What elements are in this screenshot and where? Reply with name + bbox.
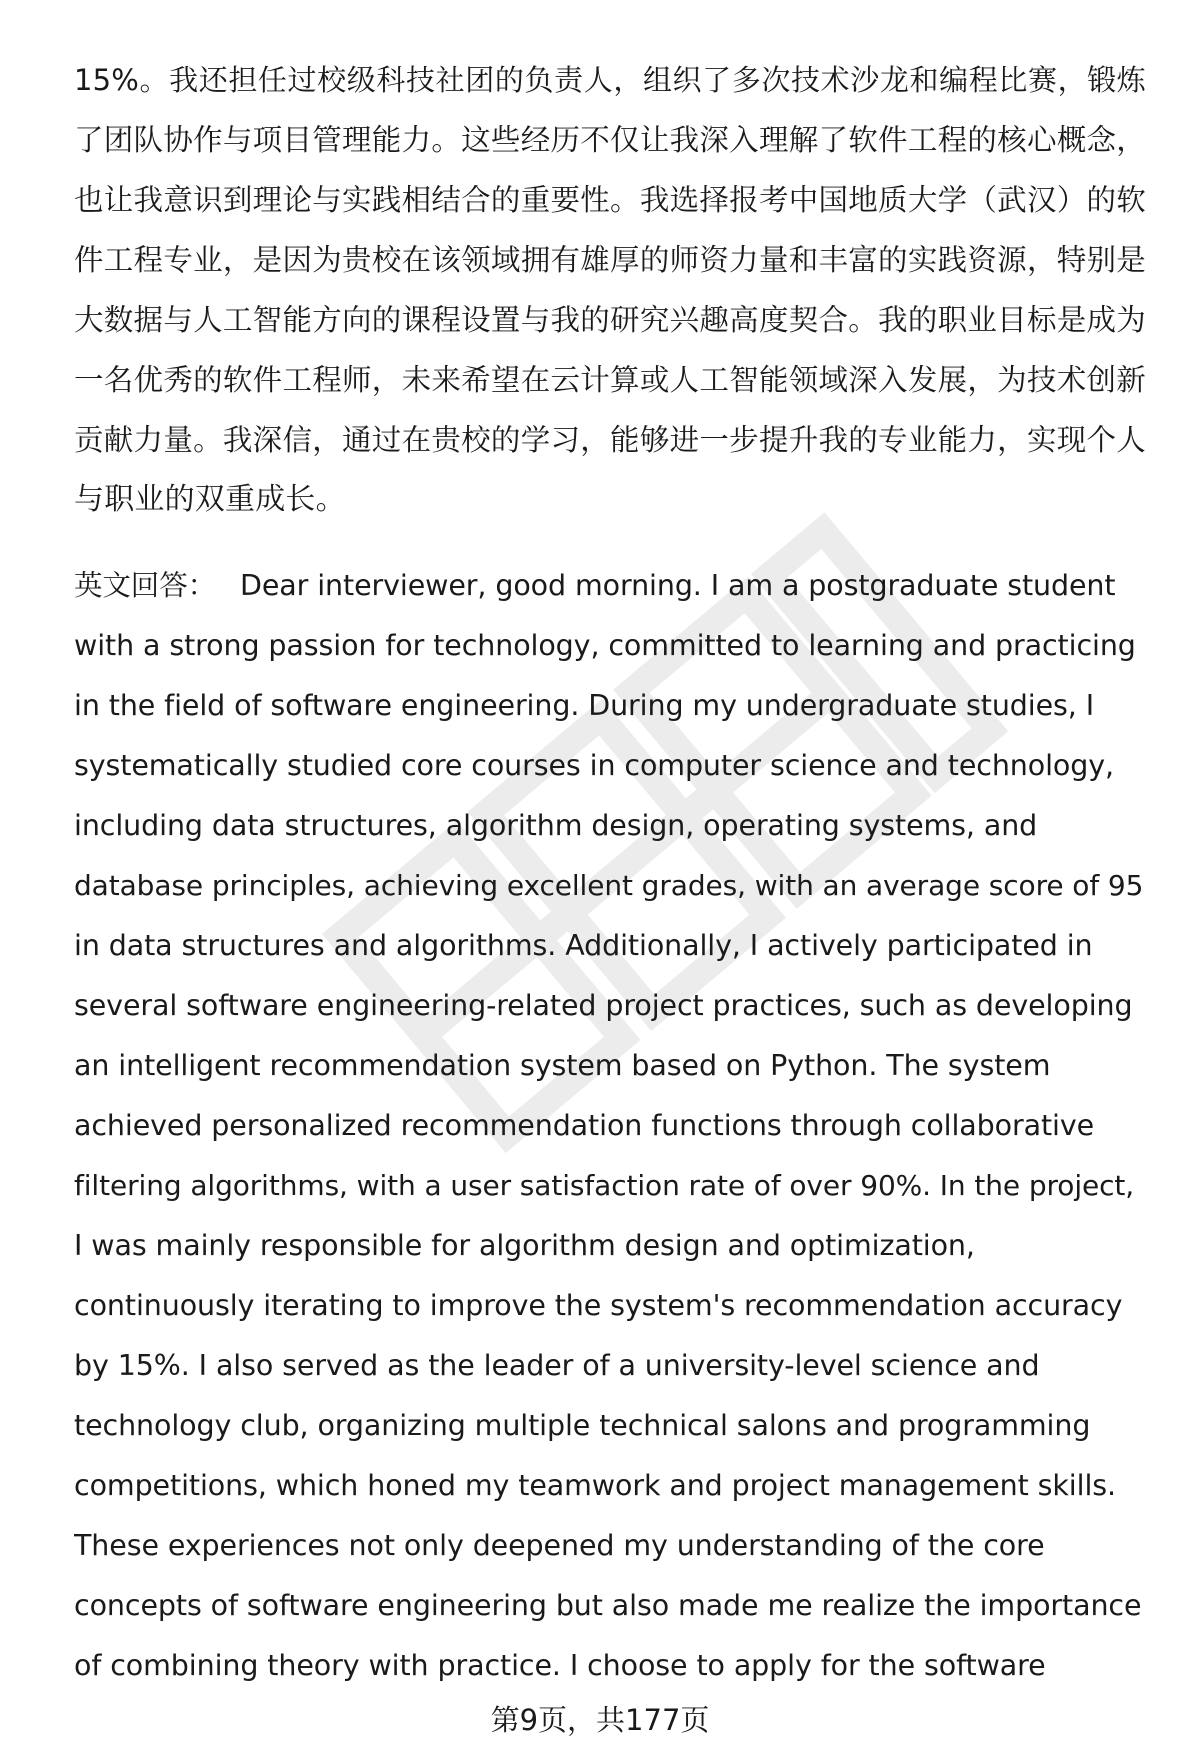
text-line: 15%。我还担任过校级科技社团的负责人，组织了多次技术沙龙和编程比赛，锻炼 [74,63,1146,97]
text-line: 件工程专业，是因为贵校在该领域拥有雄厚的师资力量和丰富的实践资源，特别是 [74,243,1146,277]
english-answer-label: 英文回答： [74,569,217,602]
english-answer-paragraph [74,556,1146,1696]
text-line: 一名优秀的软件工程师，未来希望在云计算或人工智能领域深入发展，为技术创新 [74,363,1146,397]
text-line: competitions, which honed my teamwork and project management skills. [74,1469,1116,1502]
text-line: I was mainly responsible for algorithm design and optimization, [74,1229,975,1262]
text-line: filtering algorithms, with a user satisfaction rate of over 90%. In the project, [74,1169,1135,1202]
text-line: of combining theory with practice. I choose to apply for the software [74,1649,1046,1682]
text-line: 大数据与人工智能方向的课程设置与我的研究兴趣高度契合。我的职业目标是成为 [74,303,1146,337]
text-line: 贡献力量。我深信，通过在贵校的学习，能够进一步提升我的专业能力，实现个人 [74,423,1146,457]
text-line: by 15%. I also served as the leader of a university-level science and [74,1349,1040,1382]
text-line: 与职业的双重成长。 [74,482,346,517]
text-line: concepts of software engineering but also made me realize the importance [74,1589,1142,1622]
text-line: with a strong passion for technology, committed to learning and practicing [74,629,1136,662]
text-line: Dear interviewer, good morning. I am a postgraduate student [240,569,1116,602]
text-line: technology club, organizing multiple technical salons and programming [74,1409,1091,1442]
page-number-footer: 第9页，共177页 [490,1703,710,1737]
text-line: in data structures and algorithms. Additionally, I actively participated in [74,929,1093,962]
text-line: several software engineering-related project practices, such as developing [74,989,1133,1022]
text-line: 也让我意识到理论与实践相结合的重要性。我选择报考中国地质大学（武汉）的软 [74,183,1146,217]
english-answer-first-line [74,556,1146,616]
text-line: systematically studied core courses in computer science and technology, [74,749,1114,782]
text-line: achieved personalized recommendation functions through collaborative [74,1109,1095,1142]
chinese-paragraph [74,50,1146,530]
text-line: in the field of software engineering. During my undergraduate studies, I [74,689,1095,722]
text-line: These experiences not only deepened my understanding of the core [74,1529,1045,1562]
text-line: database principles, achieving excellent grades, with an average score of 95 [74,869,1144,902]
text-line: continuously iterating to improve the system's recommendation accuracy [74,1289,1123,1322]
text-line: including data structures, algorithm design, operating systems, and [74,809,1038,842]
text-line: 了团队协作与项目管理能力。这些经历不仅让我深入理解了软件工程的核心概念， [74,123,1146,157]
text-line: an intelligent recommendation system based on Python. The system [74,1049,1051,1082]
